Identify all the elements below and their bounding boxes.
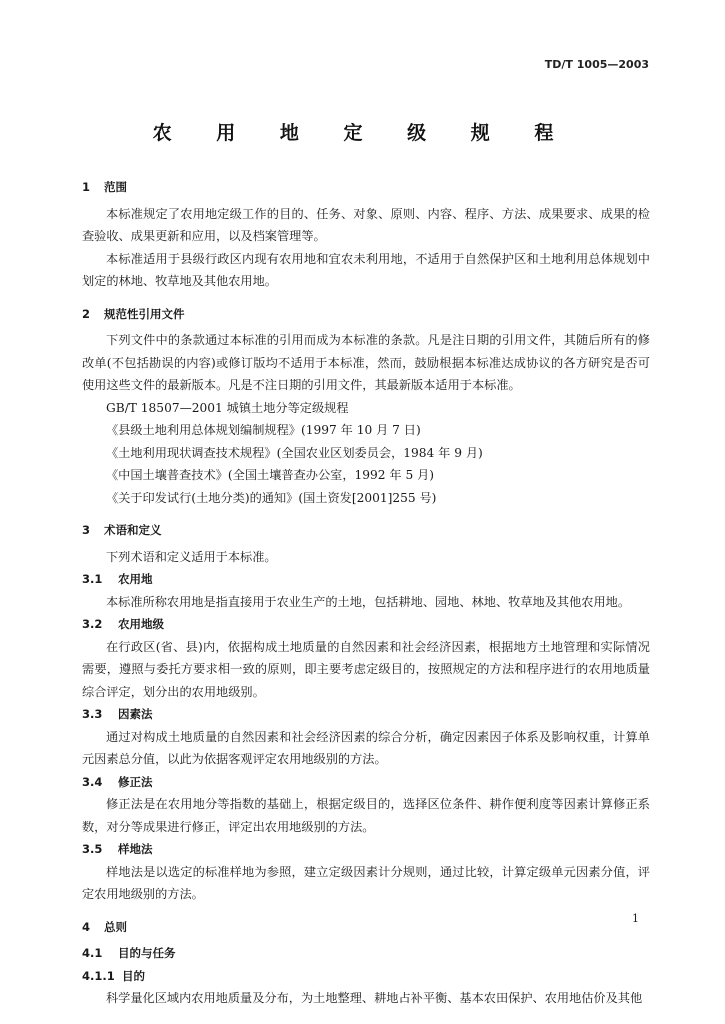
term-3-1-heading: 3.1 农用地 [82, 572, 153, 586]
page-number: 1 [632, 912, 639, 925]
term-3-5-text: 样地法是以选定的标准样地为参照，建立定级因素计分规则，通过比较，计算定级单元因素分值，评定农用地级别的方法。 [82, 864, 650, 901]
standard-code-header: TD/T 1005—2003 [544, 58, 649, 71]
section-4-1-1-text: 科学量化区域内农用地质量及分布，为土地整理、耕地占补平衡、基本农田保护、农用地估价及其他 [106, 991, 643, 1005]
section-2-heading: 2 规范性引用文件 [82, 306, 185, 321]
reference-item: 《关于印发试行(土地分类)的通知》(国土资发[2001]255 号) [106, 490, 437, 505]
section-1-heading: 1 范围 [82, 180, 127, 194]
document-body [82, 176, 650, 1010]
section-3-heading: 3 术语和定义 [82, 523, 162, 537]
section-4-heading: 4 总则 [82, 919, 127, 934]
term-3-2-heading: 3.2 农用地级 [82, 617, 164, 631]
section-3-intro: 下列术语和定义适用于本标准。 [106, 549, 277, 564]
term-3-4-text: 修正法是在农用地分等指数的基础上，根据定级目的，选择区位条件、耕作便利度等因素计算修正系数，对分等成果进行修正，评定出农用地级别的方法。 [82, 797, 650, 834]
term-3-2-text: 在行政区(省、县)内，依据构成土地质量的自然因素和社会经济因素，根据地方土地管理和实际情况需要，遵照与委托方要求相一致的原则，即主要考虑定级目的，按照规定的方法和程序进行的农用地质量综合评定，划分出的农用地级别。 [82, 639, 650, 699]
document-title: 农 用 地 定 级 规 程 [152, 122, 573, 144]
section-4-1-heading: 4.1 目的与任务 [82, 946, 176, 960]
section-1-paragraph-2: 本标准适用于县级行政区内现有农用地和宜农未利用地，不适用于自然保护区和土地利用总体规划中划定的林地、牧草地及其他农用地。 [82, 251, 650, 288]
reference-item: 《中国土壤普查技术》(全国土壤普查办公室，1992 年 5 月) [106, 468, 435, 482]
section-4-1-1-heading: 4.1.1 目的 [82, 968, 145, 983]
term-3-5-heading: 3.5 样地法 [82, 842, 153, 856]
reference-item: 《县级土地利用总体规划编制规程》(1997 年 10 月 7 日) [106, 423, 421, 437]
reference-item: GB/T 18507—2001 城镇土地分等定级规程 [106, 400, 349, 415]
section-1-paragraph-1: 本标准规定了农用地定级工作的目的、任务、对象、原则、内容、程序、方法、成果要求、成果的检查验收、成果更新和应用，以及档案管理等。 [82, 206, 650, 243]
term-3-3-text: 通过对构成土地质量的自然因素和社会经济因素的综合分析，确定因素因子体系及影响权重，计算单元因素总分值，以此为依据客观评定农用地级别的方法。 [82, 729, 650, 766]
section-2-paragraph-1: 下列文件中的条款通过本标准的引用而成为本标准的条款。凡是注日期的引用文件，其随后所有的修改单(不包括勘误的内容)或修订版均不适用于本标准，然而，鼓励根据本标准达成协议的各方研究是否可使用这些文件的最新版本。凡是不注日期的引用文件，其最新版本适用于本标准。 [82, 333, 650, 392]
term-3-3-heading: 3.3 因素法 [82, 707, 153, 721]
reference-item: 《土地利用现状调查技术规程》(全国农业区划委员会，1984 年 9 月) [106, 445, 483, 460]
term-3-1-text: 本标准所称农用地是指直接用于农业生产的土地，包括耕地、园地、林地、牧草地及其他农用地。 [106, 594, 631, 609]
term-3-4-heading: 3.4 修正法 [82, 774, 153, 789]
